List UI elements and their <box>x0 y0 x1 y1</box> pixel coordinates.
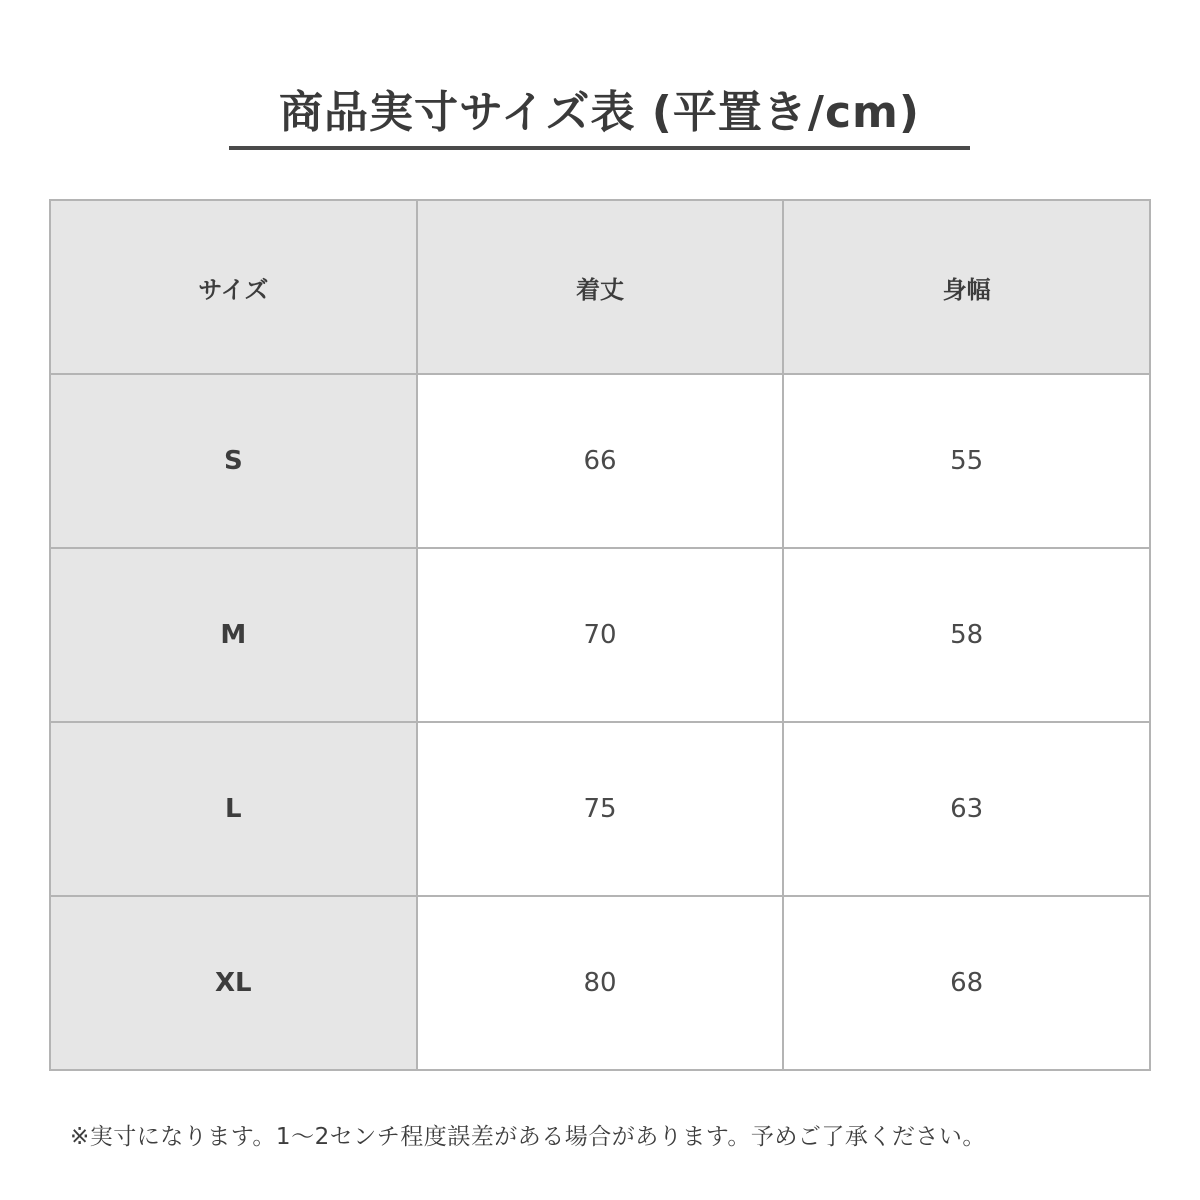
length-value: 66 <box>417 374 784 548</box>
width-value: 63 <box>783 722 1150 896</box>
header-size: サイズ <box>50 200 417 374</box>
table-row <box>50 374 1150 548</box>
table-row <box>50 896 1150 1070</box>
width-value: 68 <box>783 896 1150 1070</box>
table-row <box>50 722 1150 896</box>
size-table <box>49 199 1151 1071</box>
length-value: 80 <box>417 896 784 1070</box>
title-underline <box>229 146 970 150</box>
size-label: L <box>50 722 417 896</box>
header-width: 身幅 <box>783 200 1150 374</box>
width-value: 55 <box>783 374 1150 548</box>
size-label: XL <box>50 896 417 1070</box>
table-header-row <box>50 200 1150 374</box>
measurement-note: ※実寸になります。1〜2センチ程度誤差がある場合があります。予めご了承ください。 <box>70 1124 986 1150</box>
header-length: 着丈 <box>417 200 784 374</box>
length-value: 75 <box>417 722 784 896</box>
width-value: 58 <box>783 548 1150 722</box>
length-value: 70 <box>417 548 784 722</box>
title-block <box>229 70 970 154</box>
size-label: M <box>50 548 417 722</box>
size-label: S <box>50 374 417 548</box>
page-title: 商品実寸サイズ表 (平置き/cm) <box>278 87 921 138</box>
table-row <box>50 548 1150 722</box>
